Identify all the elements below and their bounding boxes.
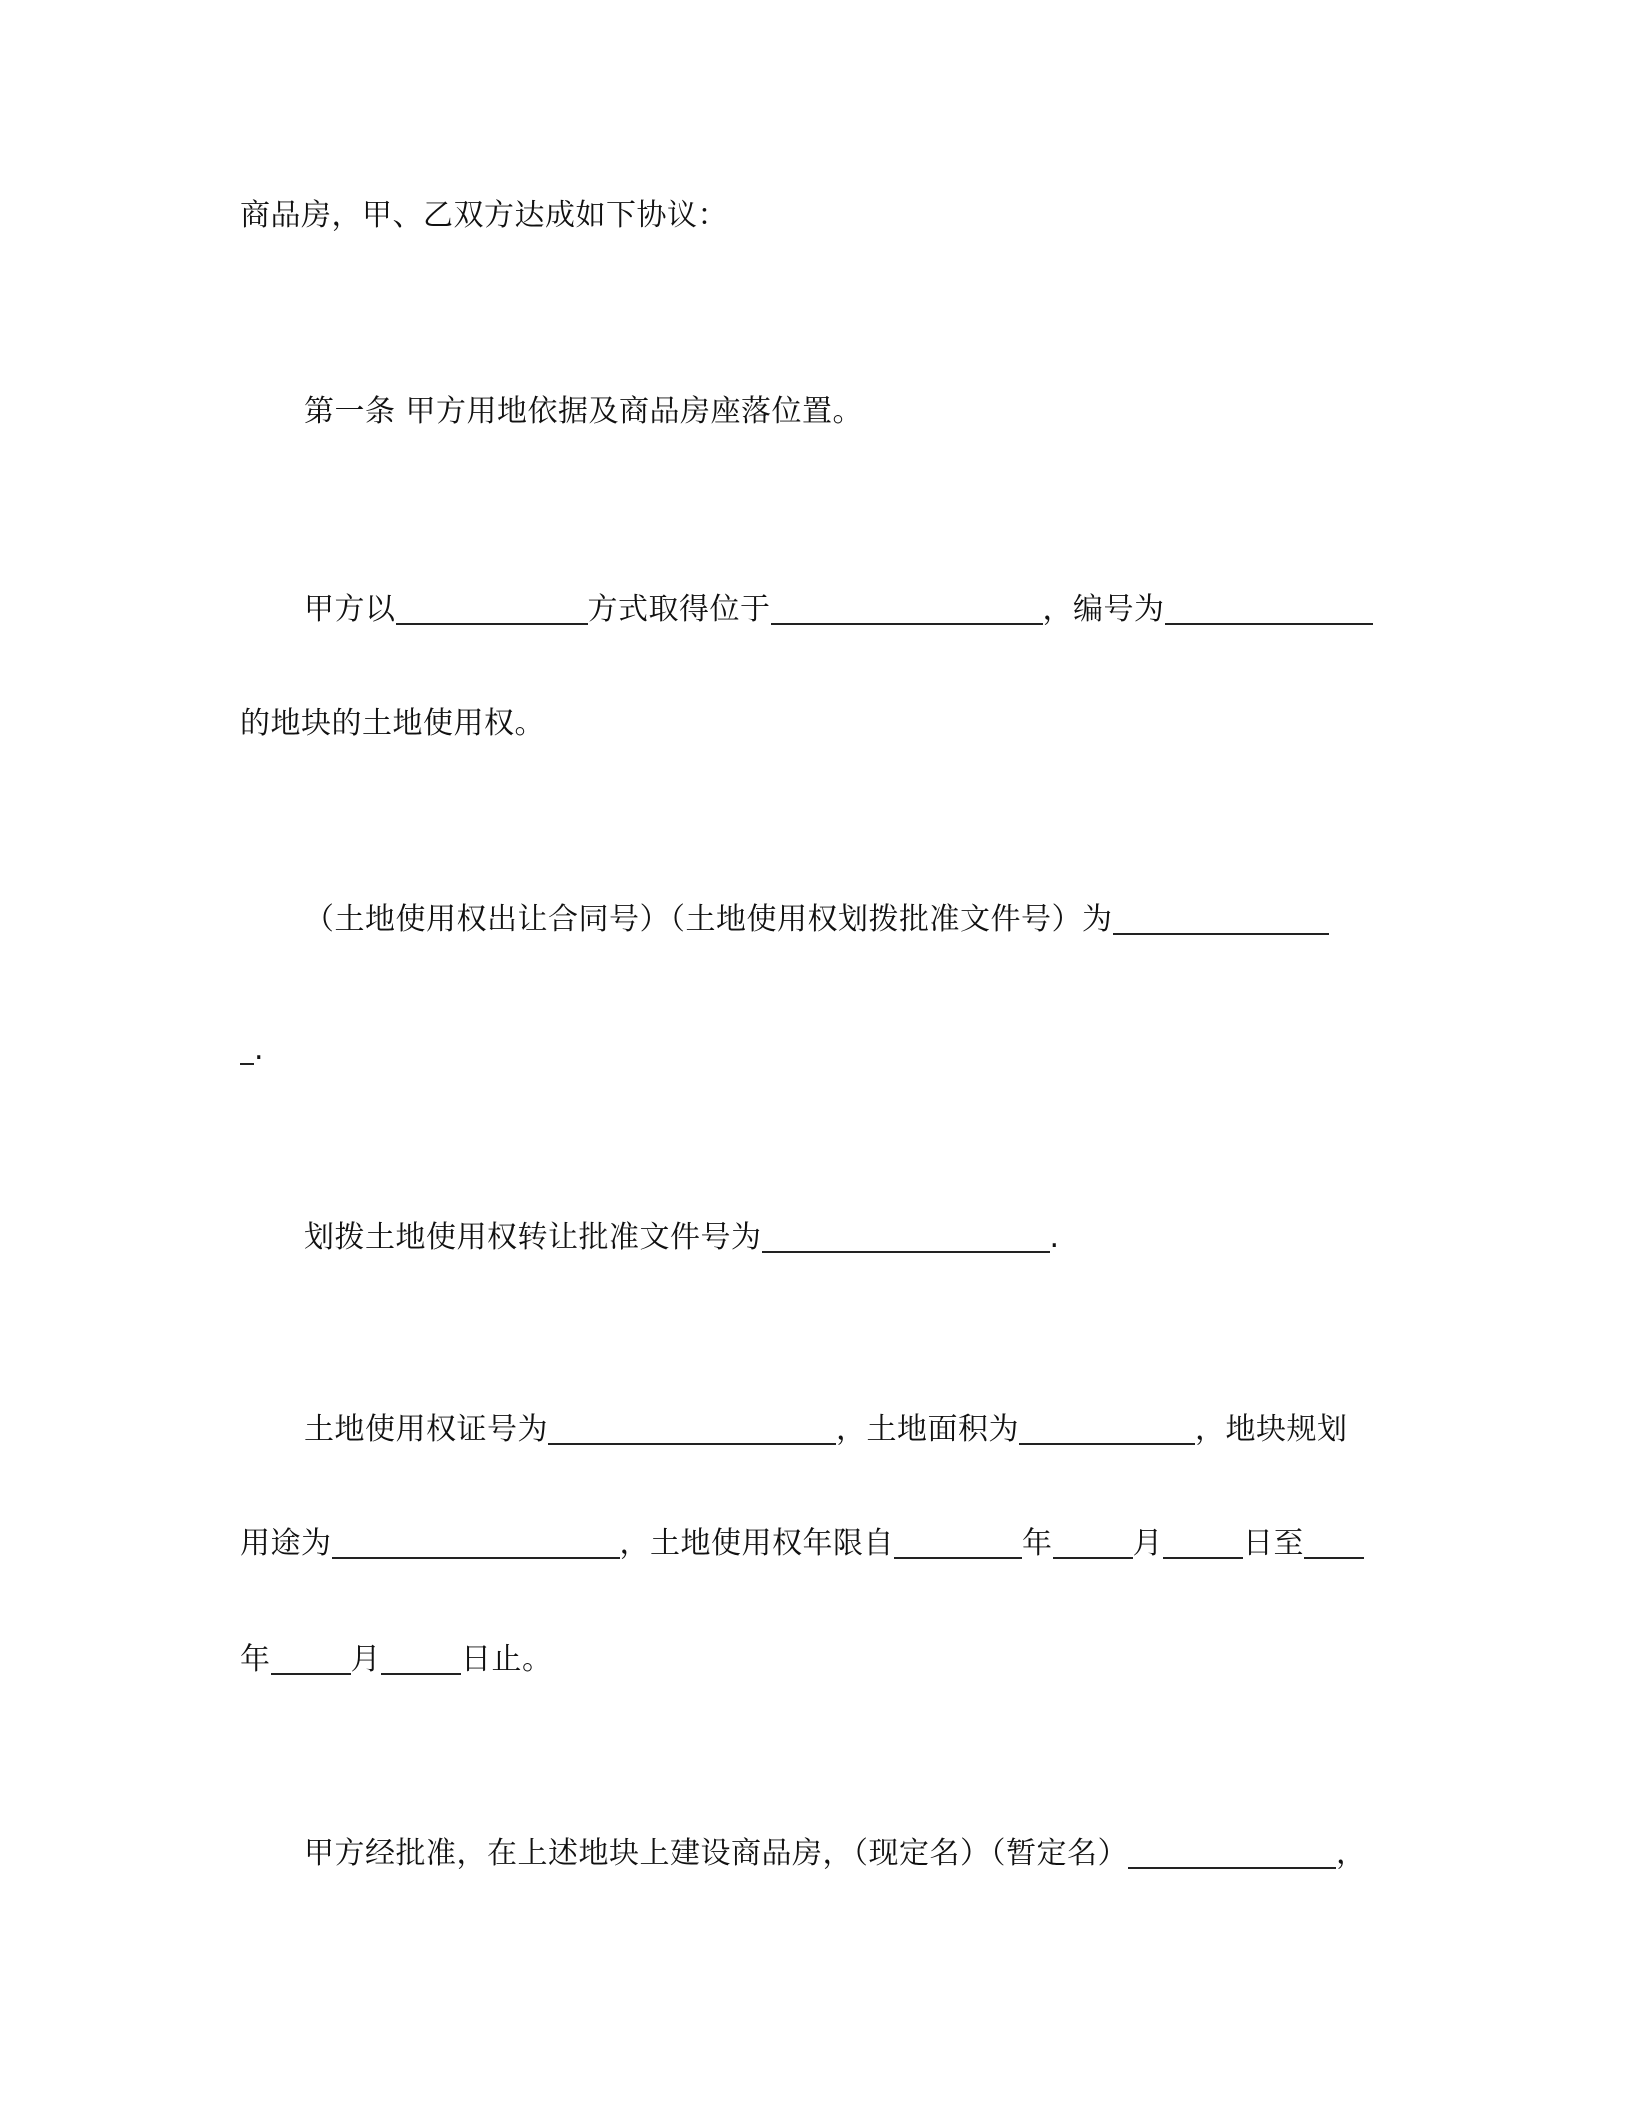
para-4-end-year-label: 年 [240, 1642, 271, 1677]
para-5-line-1 [304, 1834, 1367, 1874]
para-4-text-d: 用途为 [240, 1526, 332, 1561]
intro-text: 商品房，甲、乙双方达成如下协议： [240, 198, 728, 233]
article-1-heading-text: 第一条 甲方用地依据及商品房座落位置。 [304, 394, 864, 429]
para-3-tail: . [1049, 1220, 1060, 1255]
blank-project-name[interactable] [1128, 1837, 1336, 1869]
para-1-line-2 [240, 704, 545, 744]
para-1-text-d: 的地块的土地使用权。 [240, 706, 545, 741]
para-4-text-a: 土地使用权证号为 [304, 1412, 548, 1447]
para-1-text-a: 甲方以 [304, 592, 396, 627]
blank-contract-number[interactable] [1113, 903, 1329, 935]
para-2-line-1 [304, 900, 1329, 940]
para-4-line-2 [240, 1524, 1364, 1564]
para-4-text-b: ，土地面积为 [836, 1412, 1019, 1447]
blank-end-year[interactable] [1304, 1527, 1364, 1559]
blank-transfer-approval-number[interactable] [762, 1221, 1050, 1253]
blank-start-day[interactable] [1163, 1527, 1243, 1559]
para-4-line-3 [240, 1640, 553, 1680]
article-1-heading [304, 392, 863, 432]
para-4-text-c: ，地块规划 [1195, 1412, 1348, 1447]
blank-contract-number-continued[interactable] [240, 1033, 254, 1065]
para-5-tail: ， [1336, 1836, 1367, 1871]
para-4-line-1 [304, 1410, 1348, 1450]
para-4-year-label: 年 [1022, 1526, 1053, 1561]
blank-end-day[interactable] [381, 1643, 461, 1675]
para-2-line-2 [240, 1030, 264, 1070]
blank-start-month[interactable] [1053, 1527, 1133, 1559]
blank-land-area[interactable] [1019, 1413, 1195, 1445]
intro-line [240, 196, 728, 236]
para-1-text-c: ，编号为 [1042, 592, 1165, 627]
para-4-text-e: ，土地使用权年限自 [619, 1526, 894, 1561]
para-1-text-b: 方式取得位于 [587, 592, 771, 627]
para-2-tail: . [254, 1032, 265, 1067]
blank-location[interactable] [771, 593, 1043, 625]
para-3-line-1 [304, 1218, 1060, 1258]
blank-land-certificate-number[interactable] [548, 1413, 836, 1445]
para-4-end-month-label: 月 [350, 1642, 381, 1677]
blank-start-year[interactable] [894, 1527, 1022, 1559]
blank-end-month[interactable] [271, 1643, 351, 1675]
para-1-line-1 [304, 590, 1373, 630]
para-5-text-a: 甲方经批准，在上述地块上建设商品房，（现定名）（暂定名） [304, 1836, 1128, 1871]
para-4-day-to-label: 日至 [1243, 1526, 1304, 1561]
para-4-month-label: 月 [1132, 1526, 1163, 1561]
para-2-text-a: （土地使用权出让合同号）（土地使用权划拨批准文件号）为 [304, 902, 1113, 937]
blank-planned-use[interactable] [332, 1527, 620, 1559]
blank-plot-number[interactable] [1165, 593, 1373, 625]
para-4-end-label: 日止。 [461, 1642, 553, 1677]
para-3-text-a: 划拨土地使用权转让批准文件号为 [304, 1220, 762, 1255]
blank-acquisition-method[interactable] [396, 593, 588, 625]
